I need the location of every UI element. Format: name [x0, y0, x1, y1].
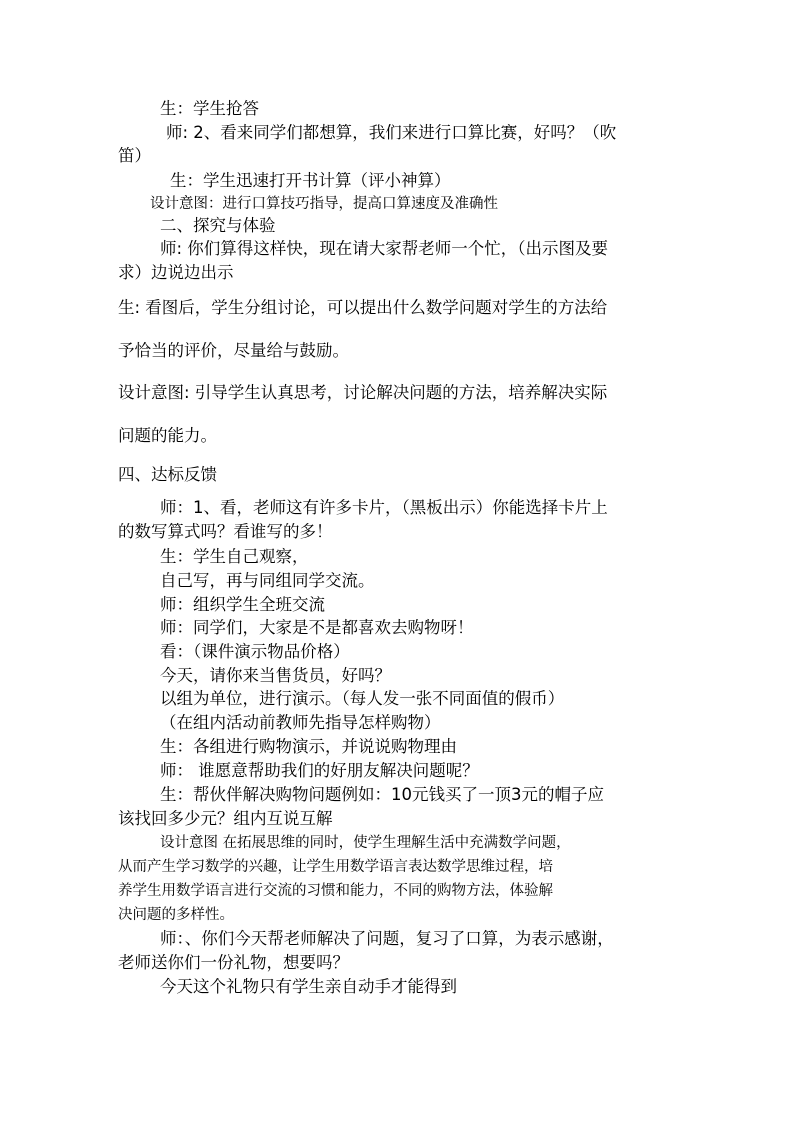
text-line: 设计意图：进行口算技巧指导，提高口算速度及准确性 — [150, 196, 498, 212]
text-line: 生：帮伙伴解决购物问题例如：10元钱买了一顶3元的帽子应 — [160, 785, 604, 804]
text-line: 生：学生抢答 — [160, 99, 259, 118]
text-line: 设计意图: 引导学生认真思考，讨论解决问题的方法，培养解决实际 — [118, 383, 608, 402]
text-line: 今天，请你来当售货员，好吗？ — [160, 666, 391, 685]
text-line: 设计意图 在拓展思维的同时，使学生理解生活中充满数学问题， — [160, 835, 571, 851]
text-line: 师：、你们今天帮老师解决了问题，复习了口算，为表示感谢， — [160, 929, 614, 948]
text-line: 看：（课件演示物品价格） — [160, 642, 350, 661]
text-line: 从而产生学习数学的兴趣，让学生用数学语言表达数学思维过程，培 — [118, 859, 553, 875]
text-line: 师：1、看，老师这有许多卡片，（黑板出示）你能选择卡片上 — [160, 498, 608, 517]
text-line: 的数写算式吗？看谁写的多！ — [118, 522, 333, 541]
text-line: 师：同学们，大家是不是都喜欢去购物呀！ — [160, 618, 474, 637]
text-line: 问题的能力。 — [118, 426, 217, 445]
text-line: 老师送你们一份礼物，想要吗？ — [118, 953, 349, 972]
text-line: 养学生用数学语言进行交流的习惯和能力，不同的购物方法，体验解 — [118, 883, 553, 899]
text-line: 师：组织学生全班交流 — [160, 595, 325, 614]
section-heading: 四、达标反馈 — [118, 465, 217, 484]
text-line: 该找回多少元？组内互说互解 — [118, 809, 333, 828]
text-line: 自己写，再与同组同学交流。 — [160, 571, 375, 590]
text-line: 以组为单位，进行演示。（每人发一张不同面值的假币） — [160, 689, 565, 708]
text-line: 生: 看图后，学生分组讨论，可以提出什么数学问题对学生的方法给 — [118, 298, 608, 317]
text-line: 生：学生迅速打开书计算（评小神算） — [170, 171, 451, 190]
section-heading: 二、探究与体验 — [160, 216, 276, 235]
text-line: 师: 2、看来同学们都想算，我们来进行口算比赛，好吗？（吹 — [166, 123, 617, 142]
text-line: 求）边说边出示 — [118, 263, 234, 282]
text-line: 师： 谁愿意帮助我们的好朋友解决问题呢？ — [160, 761, 479, 780]
text-line: 生：各组进行购物演示，并说说购物理由 — [160, 737, 457, 756]
text-line: 今天这个礼物只有学生亲自动手才能得到 — [160, 977, 457, 996]
text-line: 生：学生自己观察， — [160, 547, 309, 566]
text-line: 决问题的多样性。 — [118, 907, 234, 923]
text-line: （在组内活动前教师先指导怎样购物） — [160, 713, 441, 732]
text-line: 予恰当的评价，尽量给与鼓励。 — [118, 341, 349, 360]
text-line: 师: 你们算得这样快，现在请大家帮老师一个忙，（出示图及要 — [160, 239, 609, 258]
text-line: 笛） — [118, 146, 151, 165]
